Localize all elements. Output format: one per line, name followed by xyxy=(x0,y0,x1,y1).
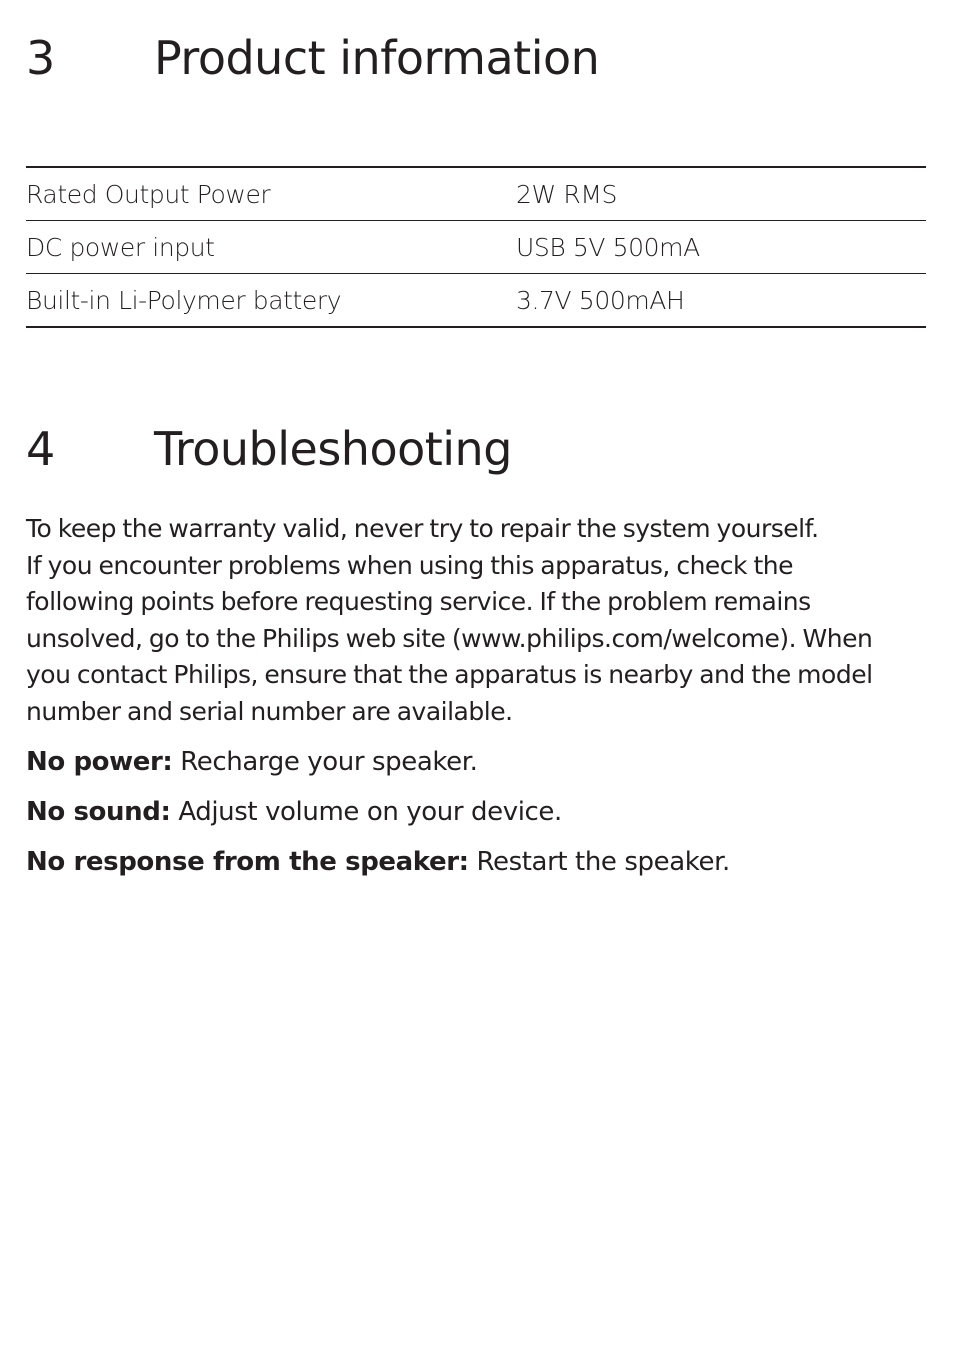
intro-line: you contact Philips, ensure that the apparatus is nearby and the model xyxy=(26,660,873,689)
list-item xyxy=(26,744,926,794)
product-spec-table xyxy=(26,166,926,328)
problem-solution: Adjust volume on your device. xyxy=(178,797,562,827)
spec-label: DC power input xyxy=(26,221,516,274)
problem-term: No power: xyxy=(26,747,173,777)
section-number: 3 xyxy=(26,31,55,85)
intro-line: To keep the warranty valid, never try to repair the system yourself. xyxy=(26,514,819,543)
table-row xyxy=(26,167,926,221)
section-title: Product information xyxy=(154,31,600,85)
troubleshooting-list xyxy=(26,744,926,894)
section-heading-product-information xyxy=(26,30,599,86)
section-number: 4 xyxy=(26,422,55,476)
list-item xyxy=(26,794,926,844)
section-heading-troubleshooting xyxy=(26,421,512,477)
intro-line: If you encounter problems when using this apparatus, check the xyxy=(26,550,793,580)
spec-value: 2W RMS xyxy=(516,167,926,221)
intro-line: unsolved, go to the Philips web site (www.philips.com/welcome). When xyxy=(26,623,873,653)
table-row xyxy=(26,274,926,328)
intro-line: following points before requesting service. If the problem remains xyxy=(26,587,811,616)
spec-value: 3.7V 500mAH xyxy=(516,274,926,328)
problem-term: No response from the speaker: xyxy=(26,847,469,877)
problem-term: No sound: xyxy=(26,797,171,827)
section-title: Troubleshooting xyxy=(154,422,512,476)
troubleshooting-intro xyxy=(26,511,926,730)
spec-label: Built-in Li-Polymer battery xyxy=(26,274,516,328)
table-row xyxy=(26,221,926,274)
list-item xyxy=(26,844,926,894)
spec-value: USB 5V 500mA xyxy=(516,221,926,274)
problem-solution: Restart the speaker. xyxy=(476,847,730,877)
intro-line: number and serial number are available. xyxy=(26,696,513,726)
problem-solution: Recharge your speaker. xyxy=(180,747,478,777)
spec-label: Rated Output Power xyxy=(26,167,516,221)
